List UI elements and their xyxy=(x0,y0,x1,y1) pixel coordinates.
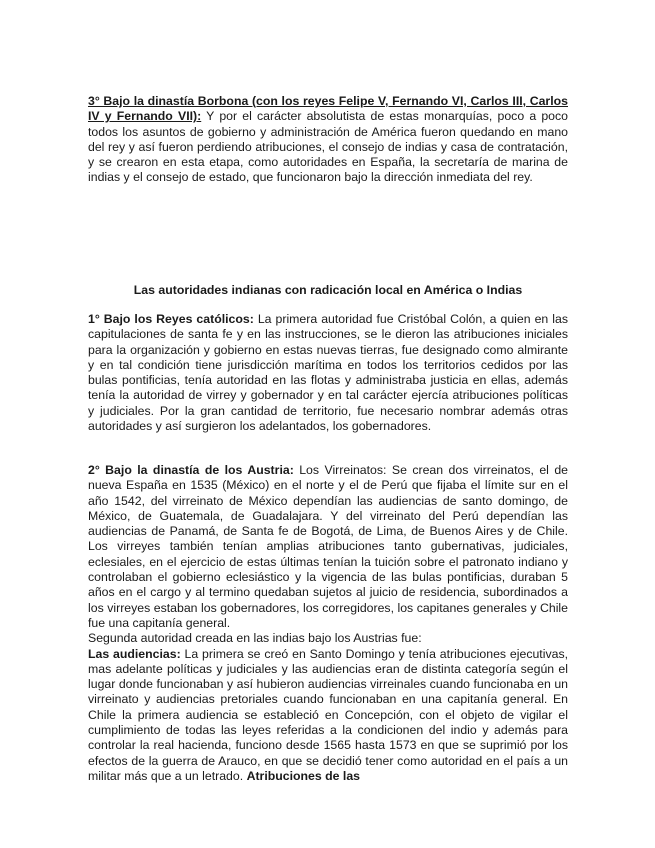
section-heading: Las autoridades indianas con radicación local en América o Indias xyxy=(133,283,523,297)
second-authority-line: Segunda autoridad creada en las indias bajo los Austrias fue: xyxy=(88,631,422,646)
paragraph-text: Y por el carácter absolutista de estas monarquías, poco a poco todos los asuntos de gobierno y administración de América fueron quedando en mano del rey y así fueron perdiendo atribuciones, el consejo de indias y casa de contratación, y se crearon en esta etapa, como autoridades en España, la secretaría de marina de indias y el consejo de estado, que funcionaron bajo la dirección inmediata del rey. xyxy=(88,109,569,185)
paragraph-lead: 1° Bajo los Reyes católicos: xyxy=(88,312,254,326)
paragraph-austria xyxy=(88,463,568,784)
paragraph-lead: 3° Bajo la dinastía Borbona (con los reyes Felipe V, Fernando VI, Carlos III, Carlos IV y Fernando VII): xyxy=(88,94,568,124)
paragraph-text: La primera autoridad fue Cristóbal Colón, a quien en las capitulaciones de santa fe y en las instrucciones, se le dieron las atribuciones iniciales para la organización y gobierno en estas nuevas tierras, fue designado como almirante y en tal condición tiene jurisdicción marítima en todos los territorios cedidos por las bulas pontificias, tenía autoridad en las flotas y administraba justicia en ellas, además tenía la autoridad de virrey y gobernador y en tal carácter ejercía atribuciones políticas y judiciales. Por la gran cantidad de territorio, fue necesario nombrar además otras autoridades y así surgieron los adelantados, los gobernadores. xyxy=(88,312,568,434)
paragraph-text: Los Virreinatos: Se crean dos virreinatos, el de nueva España en 1535 (México) en el norte y el de Perú que fijaba el límite sur en el año 1542, del virreinato de México dependían las audiencias de santo domingo, de México, de Guatemala, de Guadalajara. Y del virreinato del Perú dependían las audiencias de Panamá, de Santa fe de Bogotá, de Lima, de Buenos Aires y de Chile. Los virreyes también tenían amplias atribuciones tanto gubernativas, judiciales, eclesiales, en el ejercicio de estas últimas tenían la tuición sobre el patronato indiano y controlaban el gobierno eclesiástico y la vigencia de las bulas pontificias, duraban 5 años en el cargo y al termino quedaban sujetos al juicio de residencia, subordinados a los virreyes estaban los gobernadores, los corregidores, los capitanes generales y Chile fue una capitanía general. xyxy=(88,463,568,630)
audiencias-lead: Las audiencias: xyxy=(88,646,181,661)
paragraph-reyes-catolicos xyxy=(88,312,568,434)
atribuciones-lead: Atribuciones de las xyxy=(246,768,361,783)
paragraph-borbona xyxy=(88,94,568,186)
audiencias-text: La primera se creó en Santo Domingo y tenía atribuciones ejecutivas, mas adelante políticas y judiciales y las audiencias eran de distinta categoría según el lugar donde funcionaban y así hubieron audiencias virreinales cuando funcionaba en un virreinato y audiencias pretoriales cuando funcionaban en una capitanía general. En Chile la primera audiencia se estableció en Concepción, con el objeto de vigilar el cumplimiento de todas las leyes referidas a la condicionen del indio y además para controlar la real hacienda, funciono desde 1565 hasta 1573 en que se suprimió por los efectos de la guerra de Arauco, en que se decidió tener como autoridad en el país a un militar más que a un letrado. xyxy=(88,646,569,783)
paragraph-lead: 2° Bajo la dinastía de los Austria: xyxy=(88,463,294,477)
